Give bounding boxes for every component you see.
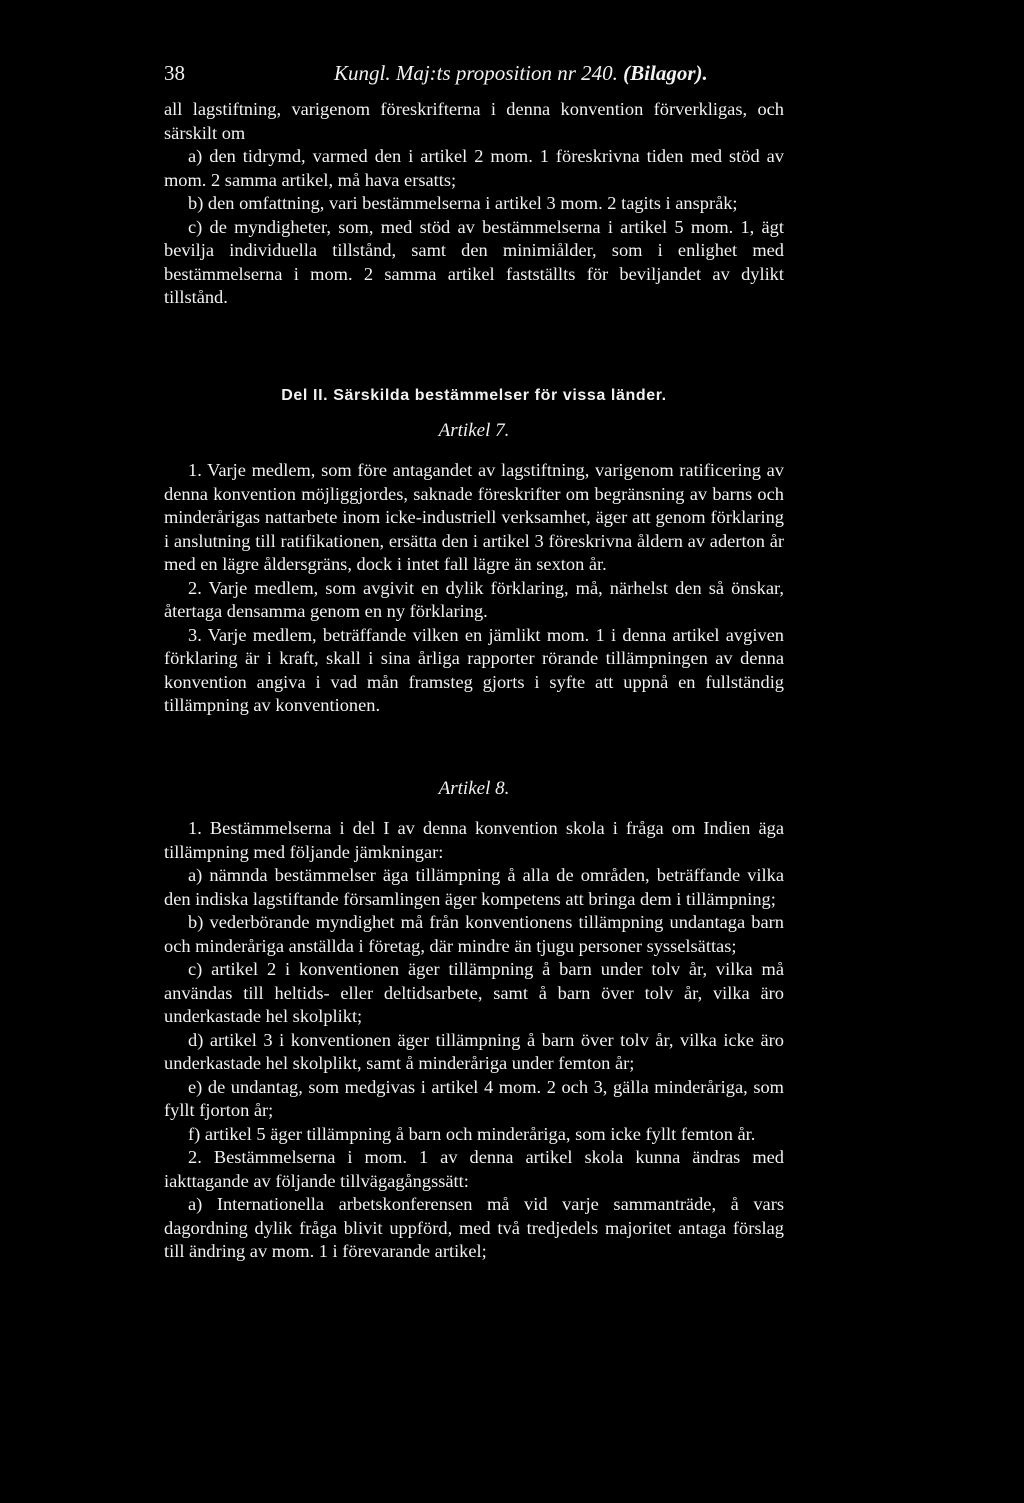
article-8-item-a: a) nämnda bestämmelser äga tillämpning å alla de områden, beträffande vilka den indiska lagstiftande församlingen äger kompetens att bringa dem i tillämpning; xyxy=(164,865,784,909)
article-8-item-e: e) de undantag, som medgivas i artikel 4 mom. 2 och 3, gälla minderåriga, som fyllt fjorton år; xyxy=(164,1076,784,1120)
article-7-paragraph-1: 1. Varje medlem, som före antagandet av lagstiftning, varigenom ratificering av denna konvention möjliggjordes, saknade föreskrifter om begränsning av barns och minderårigas nattarbete inom icke-industriell verksamhet, äger att genom förklaring i anslutning till ratifikationen, ersätta den i artikel 3 föreskrivna åldern av aderton år med en lägre åldersgräns, dock i intet fall lägre än sexton år. xyxy=(164,460,784,574)
running-title-text: Kungl. Maj:ts proposition nr 240. xyxy=(334,61,618,85)
article-8-item-c: c) artikel 2 i konventionen äger tillämpning å barn under tolv år, vilka må användas till heltids- eller deltidsarbete, samt å barn över tolv år, vilka äro underkastade hel skolplikt; xyxy=(164,959,784,1026)
page-number: 38 xyxy=(164,61,185,85)
intro-item-b: b) den omfattning, vari bestämmelserna i artikel 3 mom. 2 tagits i anspråk; xyxy=(188,193,738,213)
running-head xyxy=(164,58,784,88)
article-8-paragraph-2-item-a: a) Internationella arbetskonferensen må vid varje sammanträde, å vars dagordning dylik fråga blivit uppförd, med två tredjedels majoritet antaga förslag till ändring av mom. 1 i förevarande artikel; xyxy=(164,1194,784,1261)
running-title-suffix: (Bilagor). xyxy=(623,61,708,85)
article-8-text xyxy=(164,817,784,1264)
article-7-paragraph-2: 2. Varje medlem, som avgivit en dylik förklaring, må, närhelst den så önskar, återtaga densamma genom en ny förklaring. xyxy=(164,577,784,621)
intro-text xyxy=(164,98,784,310)
intro-item-c: c) de myndigheter, som, med stöd av bestämmelserna i artikel 5 mom. 1, ägt bevilja individuella tillstånd, samt den minimiålder, som i enlighet med bestämmelserna i mom. 2 samma artikel fastställts för beviljandet av dylikt tillstånd. xyxy=(164,216,784,307)
article-8-item-b: b) vederbörande myndighet må från konventionens tillämpning undantaga barn och minderåriga anställda i företag, där mindre än tjugu personer sysselsättas; xyxy=(164,912,784,956)
article-7-paragraph-3: 3. Varje medlem, beträffande vilken en jämlikt mom. 1 i denna artikel avgiven förklaring är i kraft, skall i sina årliga rapporter rörande tillämpningen av denna konvention angiva i vad mån framsteg gjorts i syfte att uppnå en fullständig tillämpning av konventionen. xyxy=(164,624,784,715)
intro-paragraph: all lagstiftning, varigenom föreskrifterna i denna konvention förverkligas, och särskilt om xyxy=(164,99,784,143)
article-7-text xyxy=(164,459,784,718)
article-7-heading: Artikel 7. xyxy=(438,420,510,441)
article-8-item-f: f) artikel 5 äger tillämpning å barn och minderåriga, som icke fyllt femton år. xyxy=(188,1123,756,1144)
article-8-item-d: d) artikel 3 i konventionen äger tillämpning å barn över tolv år, vilka icke äro underkastade hel skolplikt, samt å minderåriga under femton år; xyxy=(164,1029,784,1073)
article-8-paragraph-2: 2. Bestämmelserna i mom. 1 av denna artikel skola kunna ändras med iakttagande av följande tillvägagångssätt: xyxy=(164,1147,784,1191)
running-title xyxy=(334,58,708,88)
article-8-heading: Artikel 8. xyxy=(438,778,510,799)
intro-item-a: a) den tidrymd, varmed den i artikel 2 mom. 1 föreskrivna tiden med stöd av mom. 2 samma artikel, må hava ersatts; xyxy=(164,146,784,190)
part-heading: Del II. Särskilda bestämmelser för vissa länder. xyxy=(281,387,667,404)
article-8-paragraph-1: 1. Bestämmelserna i del I av denna konvention skola i fråga om Indien äga tillämpning med följande jämkningar: xyxy=(164,818,784,862)
